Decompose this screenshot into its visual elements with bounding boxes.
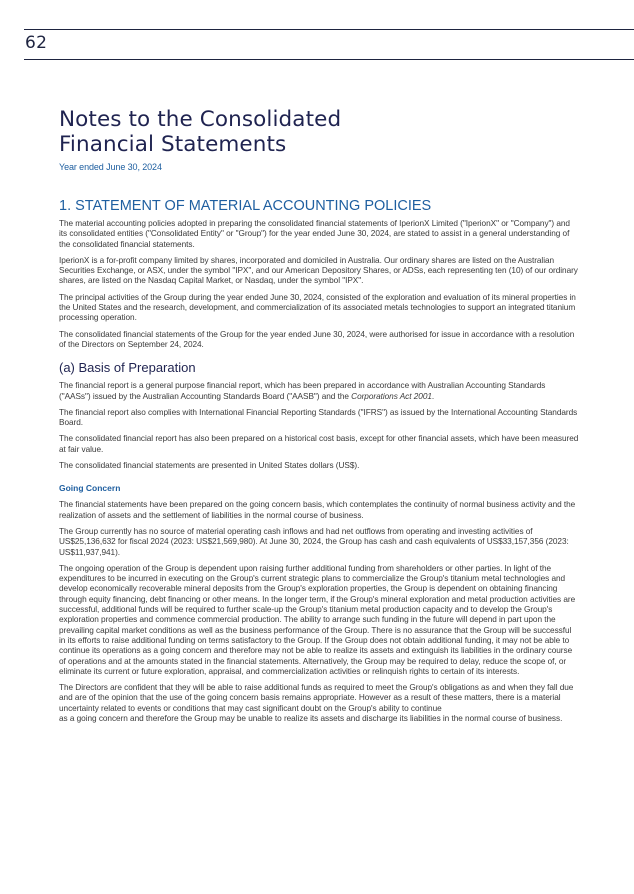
paragraph: The financial report also complies with International Financial Reporting Standards ("IFRS") as issued by the International Accounting Standards Board. [59, 407, 578, 428]
paragraph-text: The financial report is a general purpose financial report, which has been prepared in accordance with Australian Accounting Standards ("AASs") issued by the Australian Accounting Standards Board ("AASB") and the [59, 381, 546, 401]
paragraph: The principal activities of the Group during the year ended June 30, 2024, consisted of the exploration and evaluation of its mineral properties in the United States and the research, development, and commercialization of its associated metals technologies to support an integrated titanium processing operation. [59, 292, 576, 323]
paragraph [59, 381, 579, 402]
heading-going-concern: Going Concern [59, 483, 121, 494]
paragraph-text: The Directors are confident that they will be able to raise additional funds as required to meet the Group's obligations as and when they fall due and are of the opinion that the use of the going concern basis remains appropriate. However as a result of these matters, there is a material uncertainty related to events or conditions that may cast significant doubt on the Group's ability to continue [59, 683, 574, 713]
page-title [59, 107, 579, 157]
page-number: 62 [25, 33, 48, 53]
paragraph [59, 683, 579, 724]
page-title-line1: Notes to the Consolidated [59, 107, 342, 132]
paragraph: The consolidated financial statements are presented in United States dollars (US$). [59, 461, 360, 471]
paragraph: The ongoing operation of the Group is dependent upon raising further additional funding from shareholders or other parties. In light of the expenditures to be incurred in executing on the Group's current strategic plans to commercialize the Group's titanium metal technologies and develop economically recoverable mineral deposits from the Group's exploration properties, the Group is dependent on obtaining financing through equity financing, debt financing or other means. In the longer term, if the Group's mineral exploration and metal production activities are successful, additional funds will be required to further scale-up the Group's titanium metal production capacity and to develop the Group's exploration properties and commence commercial production. The ability to arrange such funding in the future will depend in part upon the prevailing capital market conditions as well as the business performance of the Group. There is no assurance that the Group will be successful in its efforts to raise additional funding on terms satisfactory to the Group. If the Group does not obtain additional funding, it may not be able to continue its operations as a going concern and therefore may not be able to realize its assets and extinguish its liabilities in the ordinary course of operations and at the amounts stated in the financial statements. Alternatively, the Group may be required to delay, reduce the scope of, or eliminate its current or future exploration, appraisal, and commercialization activities or relinquish rights to certain of its interests. [59, 563, 576, 676]
page-subtitle: Year ended June 30, 2024 [59, 162, 162, 172]
paragraph-end: . [431, 391, 435, 401]
header-rule-bottom [24, 59, 634, 60]
paragraph-text-continued: as a going concern and therefore the Group may be unable to realize its assets and discharge its liabilities in the normal course of business. [59, 713, 563, 723]
paragraph: The financial statements have been prepared on the going concern basis, which contemplates the continuity of normal business activity and the realization of assets and the settlement of liabilities in the normal course of business. [59, 500, 576, 520]
page-content [59, 107, 579, 730]
page-title-line2: Financial Statements [59, 132, 287, 157]
section-heading-accounting-policies: 1. STATEMENT OF MATERIAL ACCOUNTING POLICIES [59, 198, 432, 214]
corporations-act-reference: Corporations Act 2001 [351, 391, 432, 401]
paragraph: IperionX is a for-profit company limited by shares, incorporated and domiciled in Australia. Our ordinary shares are listed on the Australian Securities Exchange, or ASX, under the symbol "IPX", and our American Depository Shares, or ADSs, each representing ten (10) of our ordinary shares, are listed on the Nasdaq Capital Market, or Nasdaq, under the symbol "IPX". [59, 255, 578, 286]
subsection-heading-basis-of-preparation: (a) Basis of Preparation [59, 360, 196, 376]
header-rule-top [24, 29, 634, 30]
paragraph: The consolidated financial report has also been prepared on a historical cost basis, except for other financial assets, which have been measured at fair value. [59, 434, 579, 454]
paragraph: The material accounting policies adopted in preparing the consolidated financial statements of IperionX Limited ("IperionX" or "Company") and its consolidated entities ("Consolidated Entity" or "Group") for the year ended June 30, 2024, are stated to assist in a general understanding of the consolidated financial statements. [59, 219, 570, 249]
paragraph: The consolidated financial statements of the Group for the year ended June 30, 2024, were authorised for issue in accordance with a resolution of the Directors on September 24, 2024. [59, 329, 575, 349]
paragraph: The Group currently has no source of material operating cash inflows and had net outflows from operating and investing activities of US$25,136,632 for fiscal 2024 (2023: US$21,569,980). At June 30, 2024, the Group has cash and cash equivalents of US$33,157,356 (2023: US$11,937,941). [59, 526, 569, 557]
